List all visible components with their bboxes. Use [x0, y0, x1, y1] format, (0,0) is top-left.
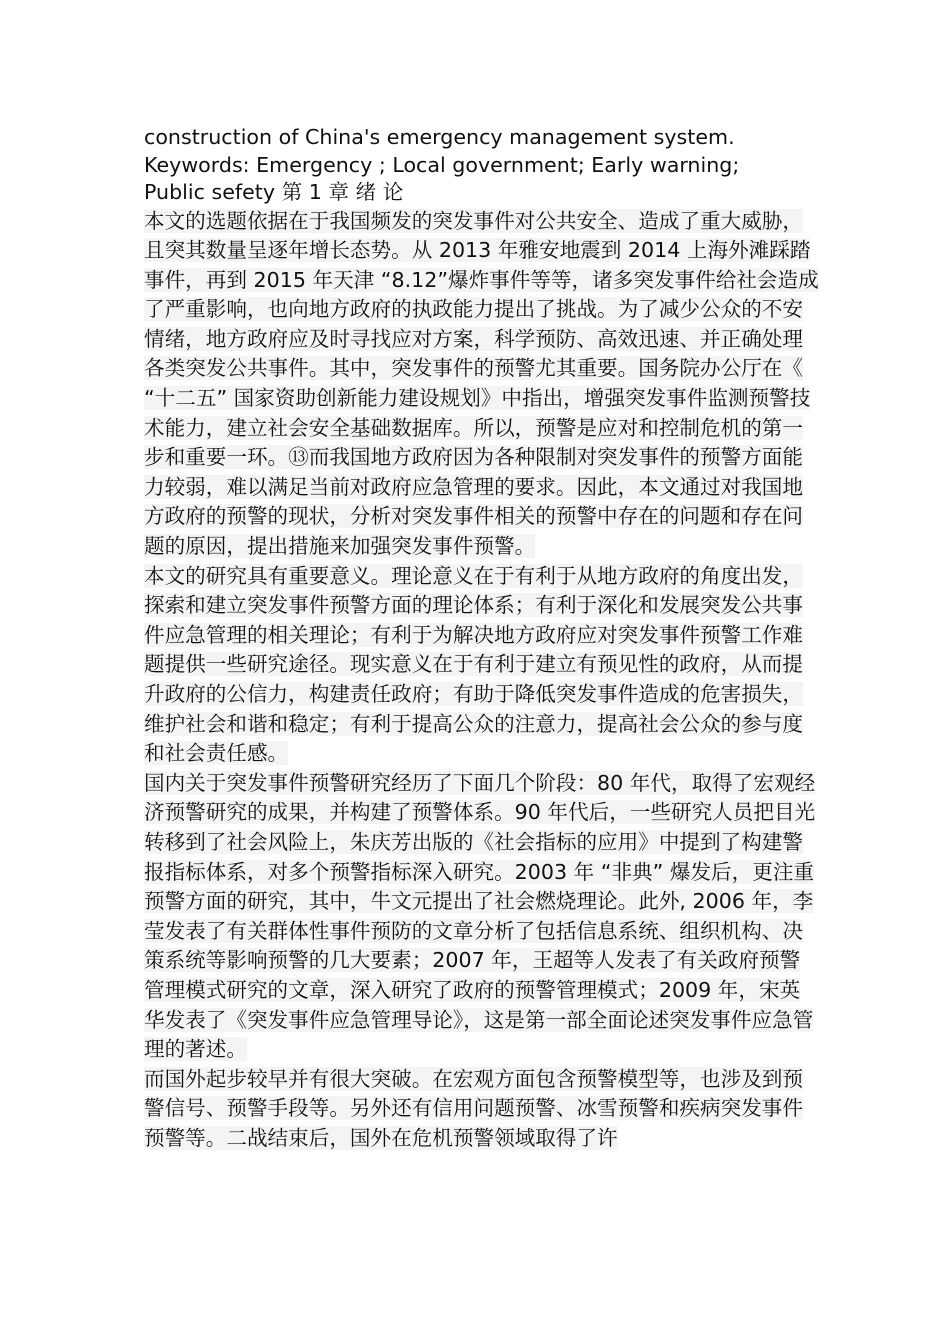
paragraph-text: 本文的选题依据在于我国频发的突发事件对公共安全、造成了重大威胁，且突其数量呈逐年增长态势。从 2013 年雅安地震到 2014 上海外滩踩踏事件，再到 2015 年天津 “8.12”爆炸事件等等，诸多突发事件给社会造成了严重影响，也向地方政府的执政能力提出了挑战。为了减少公众的不安情绪，地方政府应及时寻找应对方案，科学预防、高效迅速、并正确处理各类突发公共事件。其中，突发事件的预警尤其重要。国务院办公厅在《 “十二五” 国家资助创新能力建设规划》中指出，增强突发事件监测预警技术能力，建立社会安全基础数据库。所以，预警是应对和控制危机的第一步和重要一环。⑬而我国地方政府因为各种限制对突发事件的预警方面能力较弱，难以满足当前对政府应急管理的要求。因此，本文通过对我国地方政府的预警的现状，分析对突发事件相关的预警中存在的问题和存在问题的原因，提出措施来加强突发事件预警。 [144, 208, 819, 559]
paragraph-text: 本文的研究具有重要意义。理论意义在于有利于从地方政府的角度出发，探索和建立突发事件预警方面的理论体系；有利于深化和发展突发公共事件应急管理的相关理论；有利于为解决地方政府应对突发事件预警工作难题提供一些研究途径。现实意义在于有利于建立有预见性的政府，从而提升政府的公信力，构建责任政府；有助于降低突发事件造成的危害损失，维护社会和谐和稳定；有利于提高公众的注意力，提高社会公众的参与度和社会责任感。 [144, 563, 803, 766]
keywords-text: Keywords: Emergency ; Local government; Early warning; [144, 152, 740, 177]
paragraph-significance [144, 562, 820, 769]
abstract-text: construction of China's emergency management system. [144, 125, 735, 149]
document-body [144, 124, 820, 1154]
abstract-last-line [144, 124, 820, 152]
paragraph-topic-basis [144, 207, 820, 562]
keywords-and-chapter-line [144, 179, 820, 207]
keywords-line [144, 152, 820, 180]
paragraph-domestic-research [144, 769, 820, 1065]
chapter-heading: 第 1 章 绪 论 [281, 180, 404, 204]
paragraph-text: 而国外起步较早并有很大突破。在宏观方面包含预警模型等，也涉及到预警信号、预警手段等。另外还有信用问题预警、冰雪预警和疾病突发事件预警等。二战结束后，国外在危机预警领域取得了许 [144, 1066, 803, 1150]
paragraph-foreign-research [144, 1065, 820, 1154]
paragraph-text: 国内关于突发事件预警研究经历了下面几个阶段：80 年代，取得了宏观经济预警研究的成果，并构建了预警体系。90 年代后，一些研究人员把目光转移到了社会风险上，朱庆芳出版的《社会指标的应用》中提到了构建警报指标体系，对多个预警指标深入研究。2003 年 “非典” 爆发后，更注重预警方面的研究，其中，牛文元提出了社会燃烧理论。此外, 2006 年，李莹发表了有关群体性事件预防的文章分析了包括信息系统、组织机构、决策系统等影响预警的几大要素；2007 年，王超等人发表了有关政府预警管理模式研究的文章，深入研究了政府的预警管理模式；2009 年，宋英华发表了《突发事件应急管理导论》，这是第一部全面论述突发事件应急管理的著述。 [144, 770, 816, 1062]
keywords-tail-text: Public sefety [144, 180, 282, 204]
